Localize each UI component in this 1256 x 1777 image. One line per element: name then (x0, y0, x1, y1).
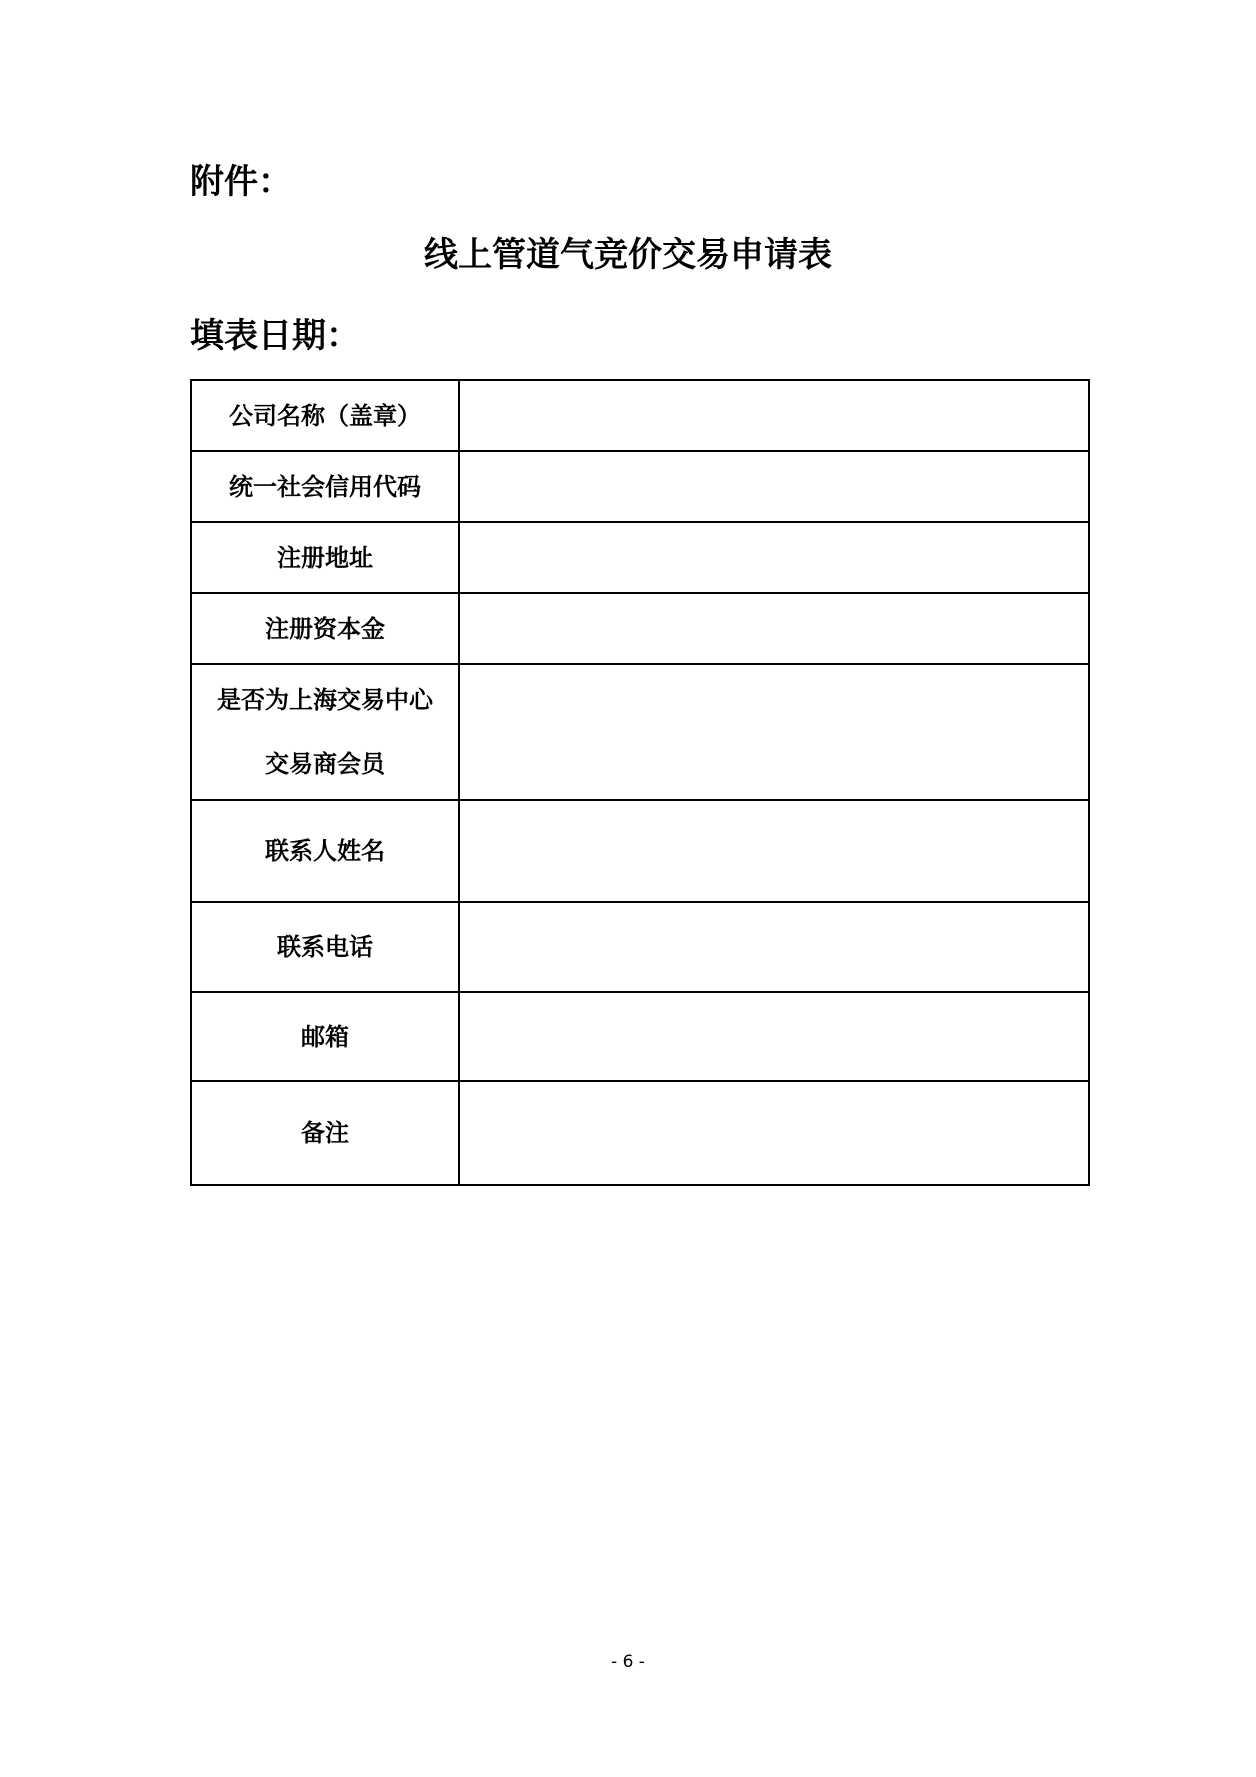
registered-capital-value[interactable] (459, 593, 1089, 664)
contact-name-value[interactable] (459, 800, 1089, 902)
contact-name-label: 联系人姓名 (191, 800, 459, 902)
table-row-company-name (191, 380, 1089, 451)
application-form-table (190, 379, 1090, 1186)
table-row-credit-code (191, 451, 1089, 522)
table-row-contact-name (191, 800, 1089, 902)
table-row-remarks (191, 1081, 1089, 1185)
table-row-contact-phone (191, 902, 1089, 992)
attachment-label: 附件： (190, 162, 292, 202)
member-status-label (191, 664, 459, 800)
remarks-label: 备注 (191, 1081, 459, 1185)
fill-date-label: 填表日期： (190, 316, 360, 356)
table-row-member-status (191, 664, 1089, 800)
email-value[interactable] (459, 992, 1089, 1081)
contact-phone-value[interactable] (459, 902, 1089, 992)
member-status-value[interactable] (459, 664, 1089, 800)
email-label: 邮箱 (191, 992, 459, 1081)
member-status-label-line2: 交易商会员 (265, 750, 385, 778)
form-title-text: 线上管道气竞价交易申请表 (424, 235, 832, 275)
page-number: - 6 - (611, 1652, 645, 1672)
table-row-email (191, 992, 1089, 1081)
registered-address-value[interactable] (459, 522, 1089, 593)
member-status-label-line1: 是否为上海交易中心 (217, 686, 433, 714)
form-title (0, 233, 1256, 277)
credit-code-value[interactable] (459, 451, 1089, 522)
table-row-registered-address (191, 522, 1089, 593)
contact-phone-label: 联系电话 (191, 902, 459, 992)
table-row-registered-capital (191, 593, 1089, 664)
remarks-value[interactable] (459, 1081, 1089, 1185)
company-name-value[interactable] (459, 380, 1089, 451)
registered-address-label: 注册地址 (191, 522, 459, 593)
credit-code-label: 统一社会信用代码 (191, 451, 459, 522)
company-name-label: 公司名称（盖章） (191, 380, 459, 451)
registered-capital-label: 注册资本金 (191, 593, 459, 664)
